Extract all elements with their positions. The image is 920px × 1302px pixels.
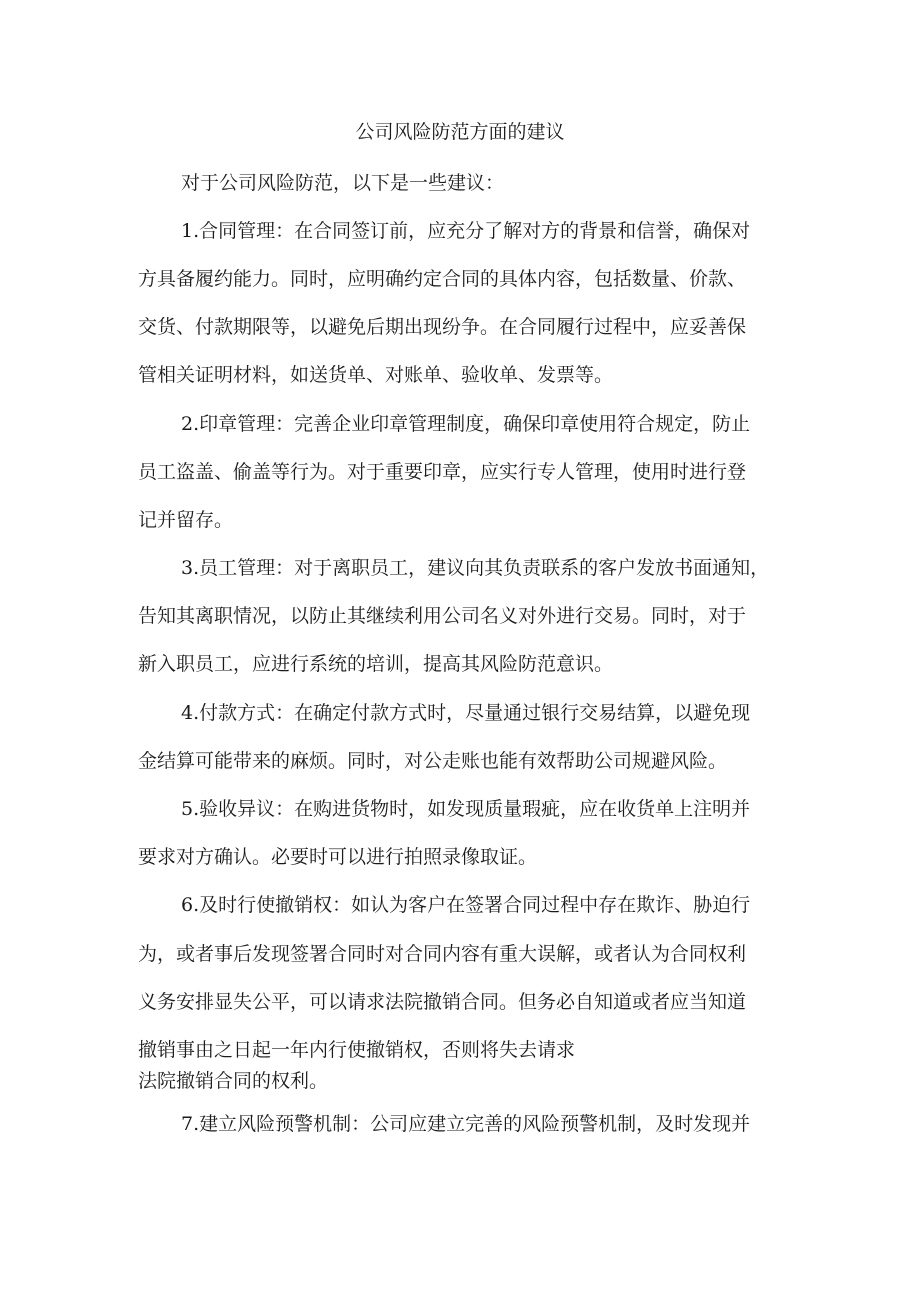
intro-line: 对于公司风险防范，以下是一些建议：	[181, 172, 505, 194]
paragraph-line: 撤销事由之日起一年内行使撤销权，否则将失去请求	[138, 1039, 576, 1061]
paragraph-line: 法院撤销合同的权利。	[138, 1070, 329, 1092]
paragraph-line: 要求对方确认。必要时可以进行拍照录像取证。	[138, 846, 538, 868]
paragraph-line: 管相关证明材料，如送货单、对账单、验收单、发票等。	[138, 364, 614, 386]
paragraph-line: 5.验收异议：在购进货物时，如发现质量瑕疵，应在收货单上注明并	[181, 798, 751, 820]
document-title: 公司风险防范方面的建议	[355, 121, 565, 143]
paragraph-line: 义务安排显失公平，可以请求法院撤销合同。但务必自知道或者应当知道	[138, 991, 747, 1013]
paragraph-line: 方具备履约能力。同时，应明确约定合同的具体内容，包括数量、价款、	[138, 268, 747, 290]
paragraph-line: 记并留存。	[138, 509, 234, 531]
paragraph-line: 3.员工管理：对于离职员工，建议向其负责联系的客户发放书面通知，	[181, 557, 770, 579]
paragraph-line: 金结算可能带来的麻烦。同时，对公走账也能有效帮助公司规避风险。	[138, 750, 728, 772]
paragraph-line: 7.建立风险预警机制：公司应建立完善的风险预警机制，及时发现并	[181, 1113, 751, 1135]
paragraph-line: 交货、付款期限等，以避免后期出现纷争。在合同履行过程中，应妥善保	[138, 316, 747, 338]
paragraph-line: 新入职员工，应进行系统的培训，提高其风险防范意识。	[138, 653, 614, 675]
paragraph-line: 1.合同管理：在合同签订前，应充分了解对方的背景和信誉，确保对	[181, 220, 751, 242]
paragraph-line: 6.及时行使撤销权：如认为客户在签署合同过程中存在欺诈、胁迫行	[181, 894, 751, 916]
paragraph-line: 员工盗盖、偷盖等行为。对于重要印章，应实行专人管理，使用时进行登	[138, 461, 747, 483]
paragraph-line: 告知其离职情况，以防止其继续利用公司名义对外进行交易。同时，对于	[138, 605, 747, 627]
paragraph-line: 4.付款方式：在确定付款方式时，尽量通过银行交易结算，以避免现	[181, 702, 751, 724]
paragraph-line: 为，或者事后发现签署合同时对合同内容有重大误解，或者认为合同权利	[138, 943, 747, 965]
paragraph-line: 2.印章管理：完善企业印章管理制度，确保印章使用符合规定，防止	[181, 413, 751, 435]
